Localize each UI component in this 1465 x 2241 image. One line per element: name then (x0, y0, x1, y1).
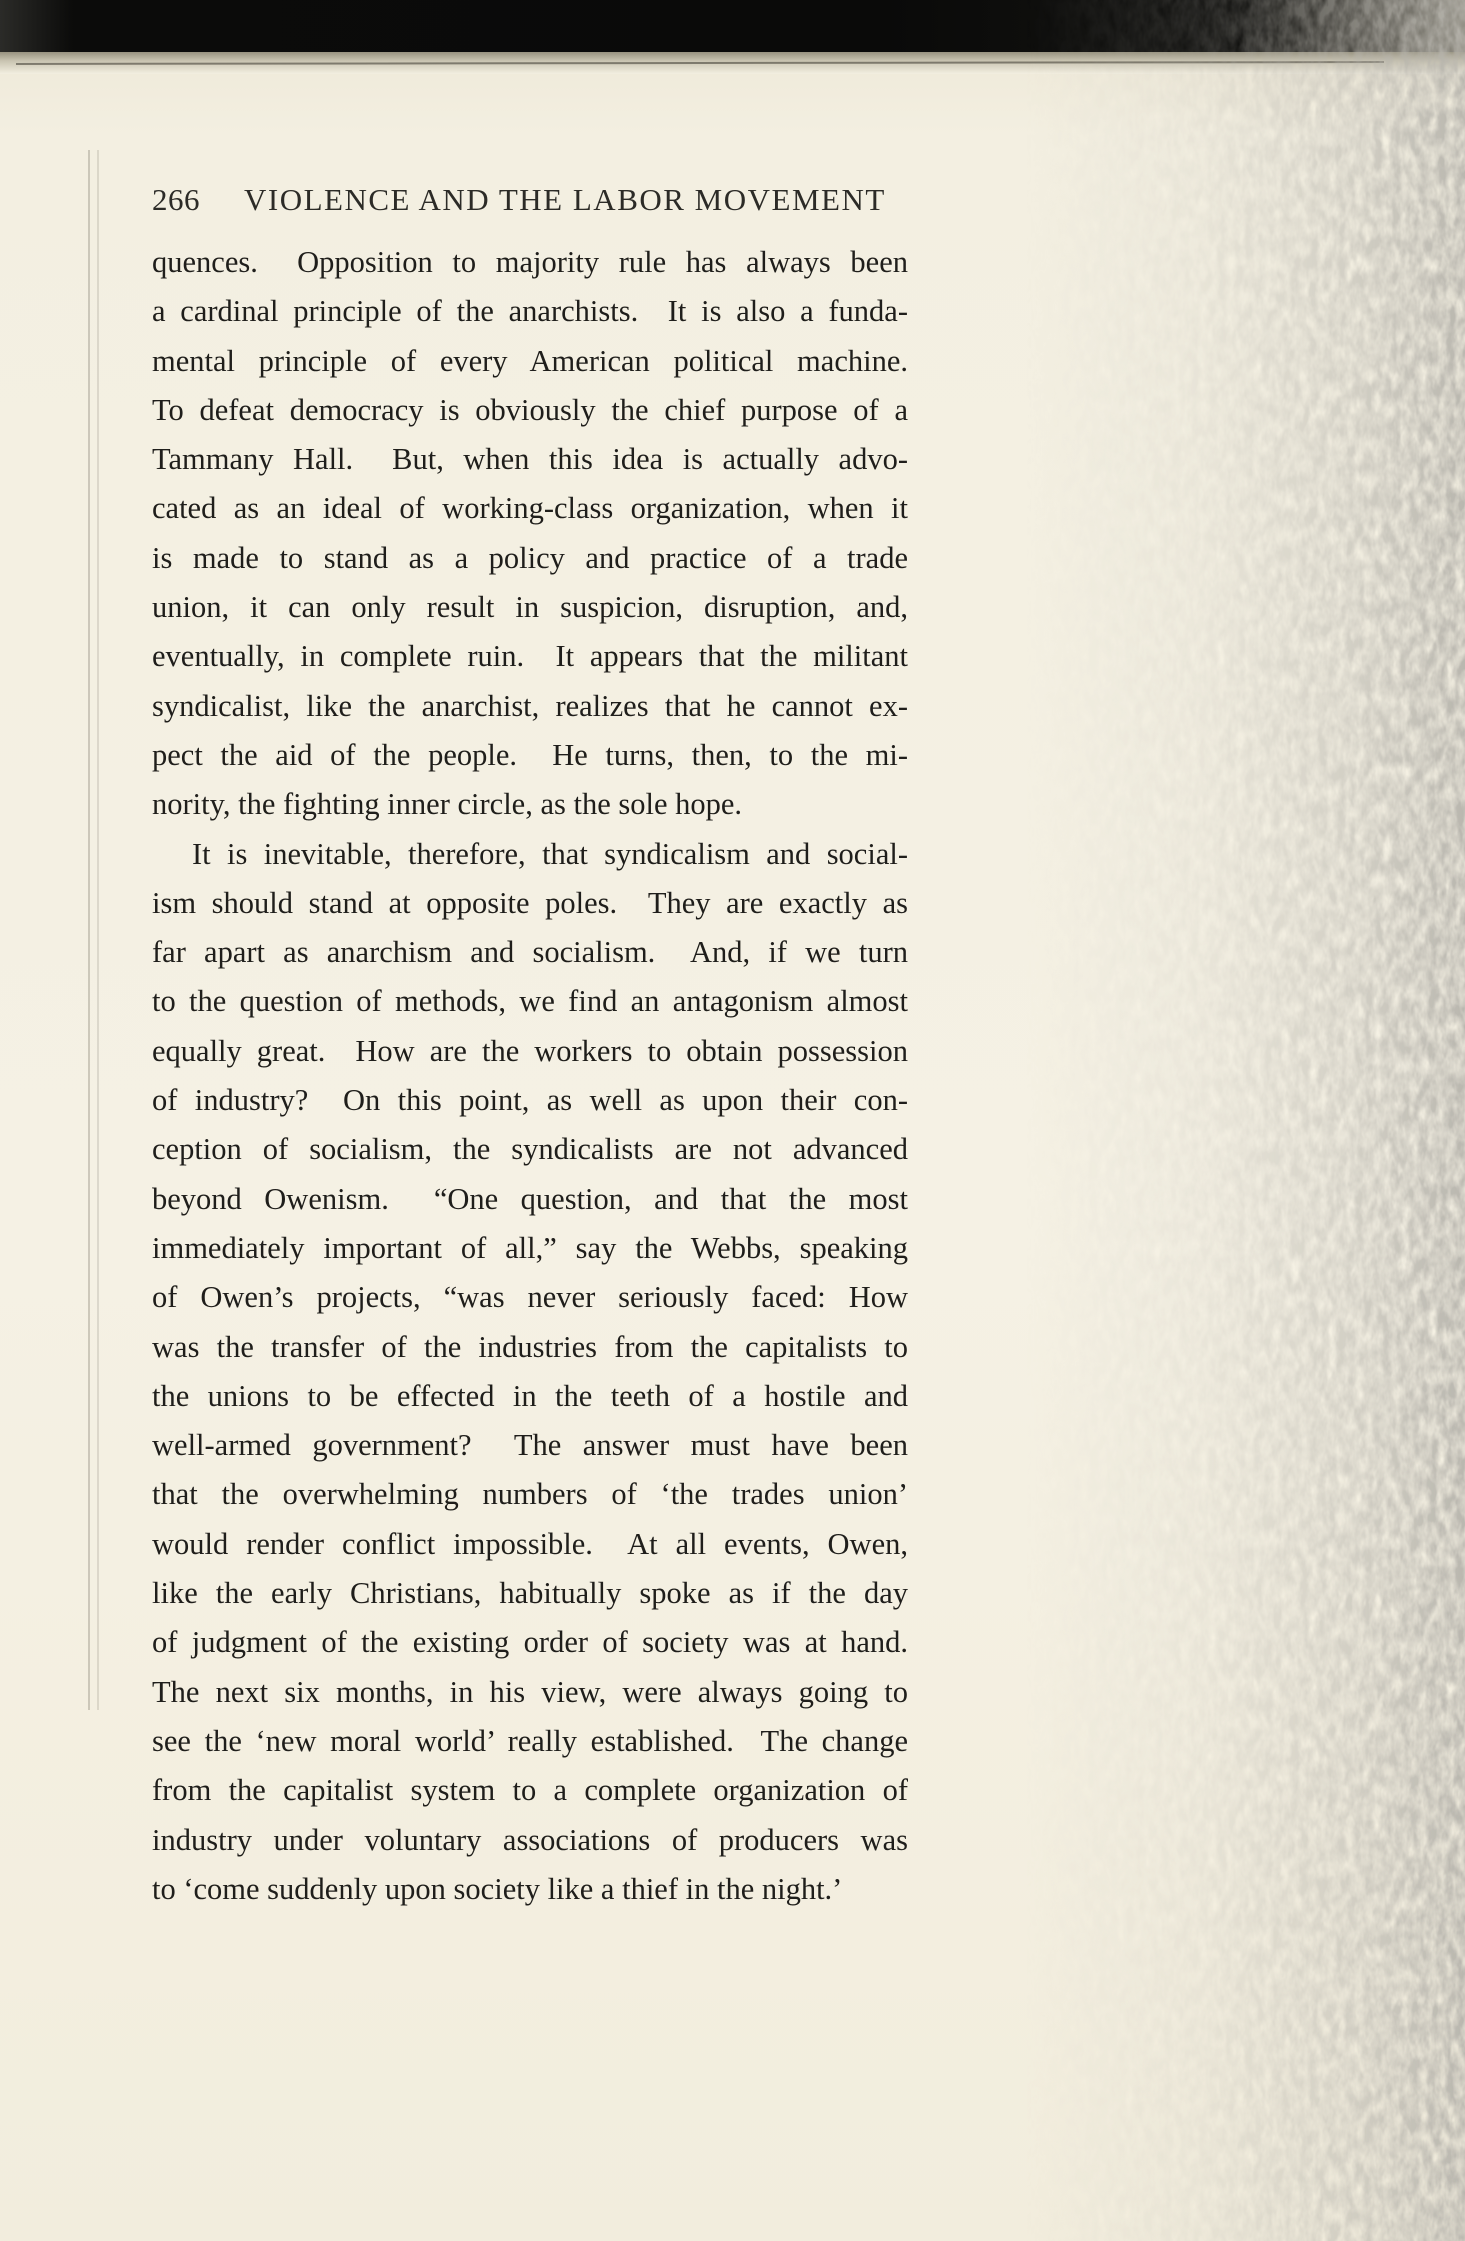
text-line: equally great. How are the workers to obtain possession (152, 1033, 908, 1068)
running-title: VIOLENCE AND THE LABOR MOVEMENT (244, 182, 886, 217)
text-line: immediately important of all,” say the Webbs, speaking (152, 1230, 908, 1265)
page-number: 266 (152, 182, 200, 217)
text-line: pect the aid of the people. He turns, then, to the mi- (152, 737, 908, 772)
text-line: a cardinal principle of the anarchists. It is also a funda- (152, 294, 908, 329)
scan-right-texture (1025, 0, 1465, 2241)
text-line: union, it can only result in suspicion, disruption, and, (152, 590, 908, 625)
scan-left-artifact (88, 150, 104, 1710)
text-line: of Owen’s projects, “was never seriously faced: How (152, 1280, 908, 1315)
text-line: see the ‘new moral world’ really established. The change (152, 1723, 908, 1758)
text-line: well-armed government? The answer must have been (152, 1428, 908, 1463)
text-line: syndicalist, like the anarchist, realizes that he cannot ex- (152, 688, 908, 723)
text-line: that the overwhelming numbers of ‘the trades union’ (152, 1477, 908, 1512)
text-line: Tammany Hall. But, when this idea is actually advo- (152, 442, 908, 477)
text-line: To defeat democracy is obviously the chief purpose of a (152, 392, 908, 427)
text-line: cated as an ideal of working-class organization, when it (152, 491, 908, 526)
text-line: far apart as anarchism and socialism. And, if we turn (152, 935, 908, 970)
text-line: nority, the fighting inner circle, as the sole hope. (152, 787, 743, 822)
text-line: the unions to be effected in the teeth of a hostile and (152, 1378, 908, 1413)
text-line: like the early Christians, habitually spoke as if the day (152, 1576, 908, 1611)
text-line: of judgment of the existing order of society was at hand. (152, 1625, 908, 1660)
text-line: ception of socialism, the syndicalists are not advanced (152, 1132, 908, 1167)
text-line: industry under voluntary associations of producers was (152, 1822, 908, 1857)
page-body-text (152, 238, 908, 1914)
text-line: eventually, in complete ruin. It appears that the militant (152, 639, 908, 674)
text-line: to ‘come suddenly upon society like a thief in the night.’ (152, 1871, 843, 1906)
text-line: quences. Opposition to majority rule has always been (152, 245, 908, 279)
text-line: It is inevitable, therefore, that syndicalism and social- (192, 836, 908, 871)
scan-top-edge (0, 0, 1465, 52)
text-line: was the transfer of the industries from the capitalists to (152, 1329, 908, 1364)
text-line: is made to stand as a policy and practice of a trade (152, 540, 908, 575)
text-line: of industry? On this point, as well as upon their con- (152, 1083, 908, 1118)
text-line: beyond Owenism. “One question, and that the most (152, 1181, 908, 1216)
running-header (152, 182, 922, 218)
text-line: to the question of methods, we find an antagonism almost (152, 984, 908, 1019)
text-line: ism should stand at opposite poles. They are exactly as (152, 885, 908, 920)
text-line: The next six months, in his view, were always going to (152, 1674, 908, 1709)
text-line: mental principle of every American political machine. (152, 343, 908, 378)
text-line: from the capitalist system to a complete organization of (152, 1773, 908, 1808)
text-line: would render conflict impossible. At all events, Owen, (152, 1526, 908, 1561)
